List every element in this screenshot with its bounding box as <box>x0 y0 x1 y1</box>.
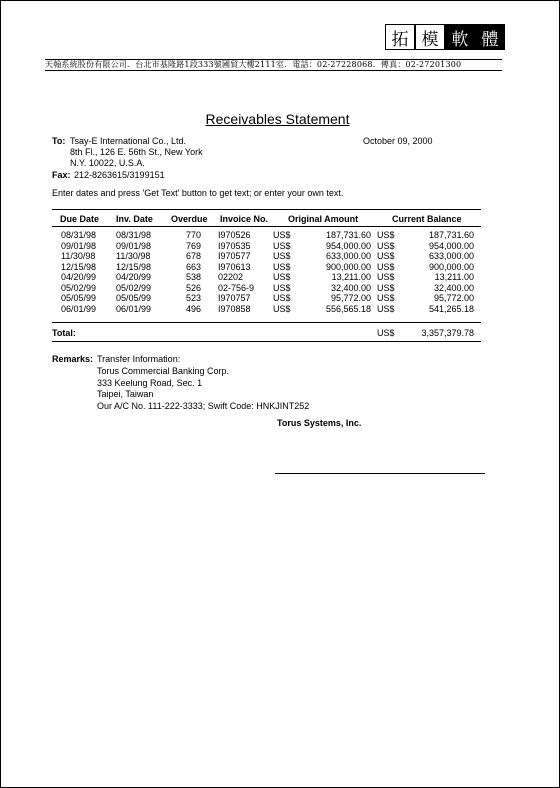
due-date: 05/02/99 <box>61 282 97 293</box>
remarks-line: 333 Keelung Road, Sec. 1 <box>97 378 203 388</box>
table-row <box>52 241 481 252</box>
due-date: 09/01/98 <box>61 240 97 251</box>
overdue-days: 770 <box>186 230 202 240</box>
invoice-no: I970526 <box>218 230 251 240</box>
overdue-days: 678 <box>186 251 202 261</box>
remarks-line: Taipei, Taiwan <box>97 389 154 399</box>
overdue-days: 769 <box>186 240 202 251</box>
total-label: Total: <box>52 328 76 338</box>
overdue-days: 663 <box>186 261 202 272</box>
currency: US$ <box>273 293 291 303</box>
overdue-days: 538 <box>186 272 202 282</box>
currency: US$ <box>377 303 395 314</box>
inv-date: 06/01/99 <box>116 303 152 314</box>
total-value: 3,357,379.78 <box>421 328 474 338</box>
invoice-no: I970577 <box>218 251 251 261</box>
table-row <box>52 262 481 273</box>
table-row <box>52 283 481 294</box>
col-header-overdue: Overdue <box>171 214 208 224</box>
currency: US$ <box>273 230 291 240</box>
table-row <box>52 251 481 262</box>
table-top-rule <box>52 209 481 210</box>
currency: US$ <box>377 282 395 293</box>
invoice-table-body <box>52 230 481 314</box>
invoice-no: I970858 <box>218 303 251 314</box>
due-date: 12/15/98 <box>61 261 97 272</box>
col-header-original-amount: Original Amount <box>288 214 359 224</box>
table-row <box>52 230 481 241</box>
total-currency: US$ <box>377 328 395 338</box>
fax-number: 212-8263615/3199151 <box>74 170 165 180</box>
table-row <box>52 272 481 283</box>
current-balance: 187,731.60 <box>428 230 474 240</box>
logo-char: 體 <box>475 24 505 50</box>
remarks-line: Our A/C No. 111-222-3333; Swift Code: HNKJINT252 <box>97 401 310 411</box>
inv-date: 12/15/98 <box>116 261 152 272</box>
currency: US$ <box>273 303 291 314</box>
original-amount: 954,000.00 <box>325 240 371 251</box>
table-row <box>52 293 481 304</box>
original-amount: 13,211.00 <box>331 272 371 282</box>
overdue-days: 523 <box>186 293 202 303</box>
current-balance: 541,265.18 <box>428 303 474 314</box>
table-bottom-rule <box>52 341 481 342</box>
due-date: 11/30/98 <box>61 251 96 261</box>
currency: US$ <box>273 261 291 272</box>
col-header-current-balance: Current Balance <box>392 214 462 224</box>
currency: US$ <box>377 230 395 240</box>
due-date: 04/20/99 <box>61 272 97 282</box>
due-date: 06/01/99 <box>61 303 97 314</box>
inv-date: 09/01/98 <box>116 240 152 251</box>
to-address-line: 8th Fl., 126 E. 56th St., New York <box>70 147 203 157</box>
currency: US$ <box>377 272 395 282</box>
fax-label: Fax: <box>52 170 71 180</box>
due-date: 05/05/99 <box>61 293 97 303</box>
inv-date: 04/20/99 <box>116 272 152 282</box>
signatory-company: Torus Systems, Inc. <box>277 418 362 428</box>
to-label: To: <box>52 136 66 146</box>
currency: US$ <box>377 261 395 272</box>
inv-date: 05/02/99 <box>116 282 152 293</box>
inv-date: 08/31/98 <box>116 230 152 240</box>
statement-date: October 09, 2000 <box>363 136 433 146</box>
remarks-line: Transfer Information: <box>97 354 181 364</box>
invoice-no: 02-756-9 <box>218 282 255 293</box>
current-balance: 32,400.00 <box>433 282 474 293</box>
original-amount: 633,000.00 <box>325 251 371 261</box>
currency: US$ <box>273 251 291 261</box>
currency: US$ <box>273 282 291 293</box>
letterhead-address: 天翰系統股份有限公司．台北市基隆路1段333號國貿大樓2111室．電話：02-27228068．傳真：02-27201300 <box>45 60 462 69</box>
invoice-no: I970757 <box>218 293 251 303</box>
inv-date: 05/05/99 <box>116 293 152 303</box>
invoice-no: 02202 <box>218 272 244 282</box>
original-amount: 32,400.00 <box>330 282 371 293</box>
invoice-no: I970535 <box>218 240 251 251</box>
remarks-line: Torus Commercial Banking Corp. <box>97 366 230 376</box>
logo-char: 軟 <box>445 24 475 50</box>
instruction-text: Enter dates and press 'Get Text' button to get text; or enter your own text. <box>52 188 344 198</box>
overdue-days: 526 <box>186 282 202 293</box>
col-header-due-date: Due Date <box>60 214 100 224</box>
table-header-rule <box>52 226 481 227</box>
inv-date: 11/30/98 <box>116 251 151 261</box>
to-address-line: N.Y. 10022, U.S.A. <box>70 158 145 168</box>
original-amount: 556,565.18 <box>325 303 371 314</box>
statement-title: Receivables Statement <box>205 111 350 127</box>
remarks-label: Remarks: <box>52 354 94 364</box>
overdue-days: 496 <box>186 303 202 314</box>
col-header-inv-date: Inv. Date <box>116 214 153 224</box>
to-company: Tsay-E International Co., Ltd. <box>70 136 187 146</box>
currency: US$ <box>377 251 395 261</box>
current-balance: 900,000.00 <box>428 261 474 272</box>
current-balance: 95,772.00 <box>433 293 474 303</box>
original-amount: 900,000.00 <box>325 261 371 272</box>
company-logo <box>385 24 505 50</box>
invoice-no: I970613 <box>218 261 251 272</box>
col-header-invoice-no: Invoice No. <box>220 214 269 224</box>
logo-char: 模 <box>415 24 445 50</box>
current-balance: 954,000.00 <box>428 240 474 251</box>
original-amount: 187,731.60 <box>325 230 371 240</box>
letterhead-divider <box>45 70 502 71</box>
currency: US$ <box>273 272 291 282</box>
original-amount: 95,772.00 <box>330 293 371 303</box>
currency: US$ <box>377 293 395 303</box>
current-balance: 13,211.00 <box>434 272 474 282</box>
table-row <box>52 304 481 315</box>
currency: US$ <box>273 240 291 251</box>
current-balance: 633,000.00 <box>428 251 474 261</box>
currency: US$ <box>377 240 395 251</box>
due-date: 08/31/98 <box>61 230 97 240</box>
logo-char: 拓 <box>385 24 415 50</box>
table-total-rule <box>52 322 481 323</box>
signature-line <box>275 473 485 474</box>
